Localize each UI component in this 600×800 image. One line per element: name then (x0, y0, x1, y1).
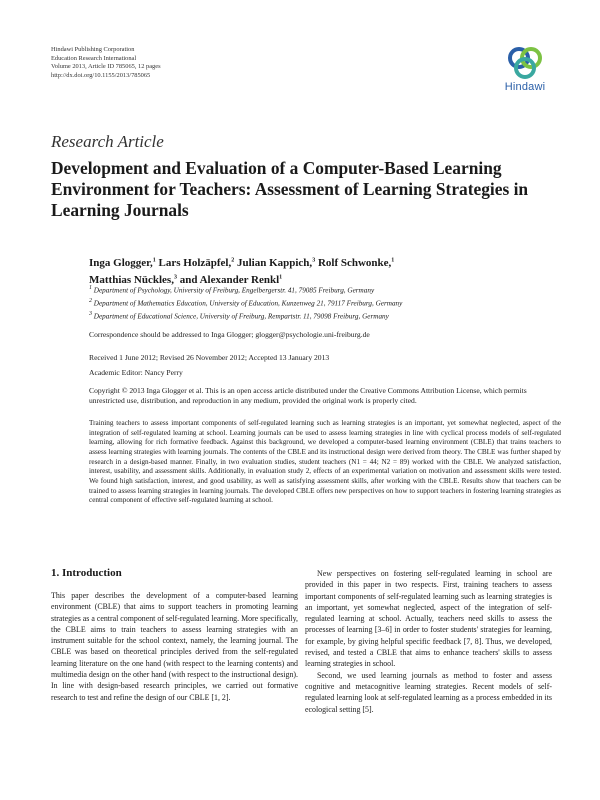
affiliations (89, 283, 559, 322)
correspondence: Correspondence should be addressed to Inga Glogger; glogger@psychologie.uni-freiburg.de (89, 330, 370, 339)
affiliation: $^1$ Department of Psychology, University of Freiburg, Engelbergerstr. 41, 79085 Freiburg, Germany (89, 285, 375, 295)
journal-name: Education Research International (51, 54, 137, 62)
article-type: Research Article (51, 132, 164, 151)
academic-editor: Academic Editor: Nancy Perry (89, 368, 183, 377)
author: Matthias Nückles,$^3$ (89, 274, 177, 287)
right-column (305, 568, 552, 715)
affiliation: $^2$ Department of Mathematics Education, University of Education, Kunzenweg 21, 79117 Freiburg, Germany (89, 297, 403, 308)
author: Rolf Schwonke,$^1$ (317, 256, 395, 269)
logo-wordmark: Hindawi (504, 81, 546, 93)
affiliation: $^3$ Department of Educational Science, University of Freiburg, Rempartstr. 11, 79098 Freiburg, Germany (89, 310, 389, 321)
paragraph: This paper describes the development of a computer-based learning environment (CBLE) that aims to support teachers in promoting learning strategies as a central component of self-regulated learning. More specifically, the CBLE aims to train teachers to assess learning strategies with an instrument suitable for the school context, namely, the learning journal. The CBLE was based on theoretical principles derived from the self-regulated learning literature on the one hand (with respect to the learning contents) and multimedia design on the other hand (with respect to the instructional design). In line with design-based research principles, we carried out formative research to test and refine the design of our CBLE [1, 2]. (51, 591, 298, 702)
author: Julian Kappich,$^3$ (236, 256, 316, 269)
author: and Alexander Renkl$^1$ (179, 274, 283, 287)
volume-line: Volume 2013, Article ID 785065, 12 pages (51, 63, 161, 71)
rings-icon (505, 46, 545, 80)
paragraph: Second, we used learning journals as method to foster and assess cognitive and metacognitive learning strategies. Recent models of self-regulated learning look at self-regulated learning as a process embedded in its ecological setting [5]. (305, 670, 552, 714)
abstract: Training teachers to assess important components of self-regulated learning such as learning strategies is an important, yet somewhat neglected, aspect of the integration of self-regulated learning at school. Learning journals can be used to assess learning strategies in line with cyclical process models of self-regulated learning, allowing for rich formative feedback. Against this background, we developed a computer-based learning environment (CBLE) that trains teachers to assess learning strategies with learning journals. The contents of the CBLE and its instructional design were derived from theory. The CBLE was further shaped by research in a design-based manner. Finally, in two evaluation studies, student teachers (N1 = 44; N2 = 89) worked with the CBLE. We analyzed satisfaction, interest, usability, and assessment skills. Additionally, in evaluation study 2, effects of an experimental variation on motivation and assessment skills were tested. We found high satisfaction, interest, and good usability, as well as satisfying assessment skills, after working with the CBLE. Results show that teachers can be trained to assess learning strategies in learning journals. The developed CBLE offers new perspectives on how to support teachers in fostering learning strategies as central component of effective self-regulated learning at school. (89, 419, 561, 505)
section-heading: 1. Introduction (51, 567, 122, 579)
received-dates: Received 1 June 2012; Revised 26 November 2012; Accepted 13 January 2013 (89, 353, 330, 362)
article-title: Development and Evaluation of a Computer-Based Learning Environment for Teachers: Assessment of Learning Strategies in Learning Journals (51, 158, 529, 220)
publisher-line: Hindawi Publishing Corporation (51, 46, 135, 53)
paragraph: New perspectives on fostering self-regulated learning in school are provided in this paper in two respects. First, training teachers to assess important components of self-regulated learning such as learning strategies is an important, yet somewhat neglected, aspect of the integration of self-regulated learning at school. Actually, teachers need skills to assess the processes of learning [3–6] in order to foster students' strategies for learning, for example, by giving helpful specific feedback [7, 8]. Thus, we developed, revised, and tested a CBLE that aims to enhance teachers' skills to assess learning strategies in school. (305, 569, 552, 669)
author: Lars Holzäpfel,$^2$ (158, 256, 235, 269)
doi-link[interactable]: http://dx.doi.org/10.1155/2013/785065 (51, 71, 151, 79)
author: Inga Glogger,$^1$ (89, 256, 156, 269)
copyright-notice: Copyright © 2013 Inga Glogger et al. This is an open access article distributed under the Creative Commons Attribution License, which permits unrestricted use, distribution, and reproduction in any medium, provided the original work is properly cited. (89, 386, 527, 405)
left-column (51, 590, 298, 703)
hindawi-logo (497, 46, 553, 93)
journal-header (51, 46, 161, 80)
